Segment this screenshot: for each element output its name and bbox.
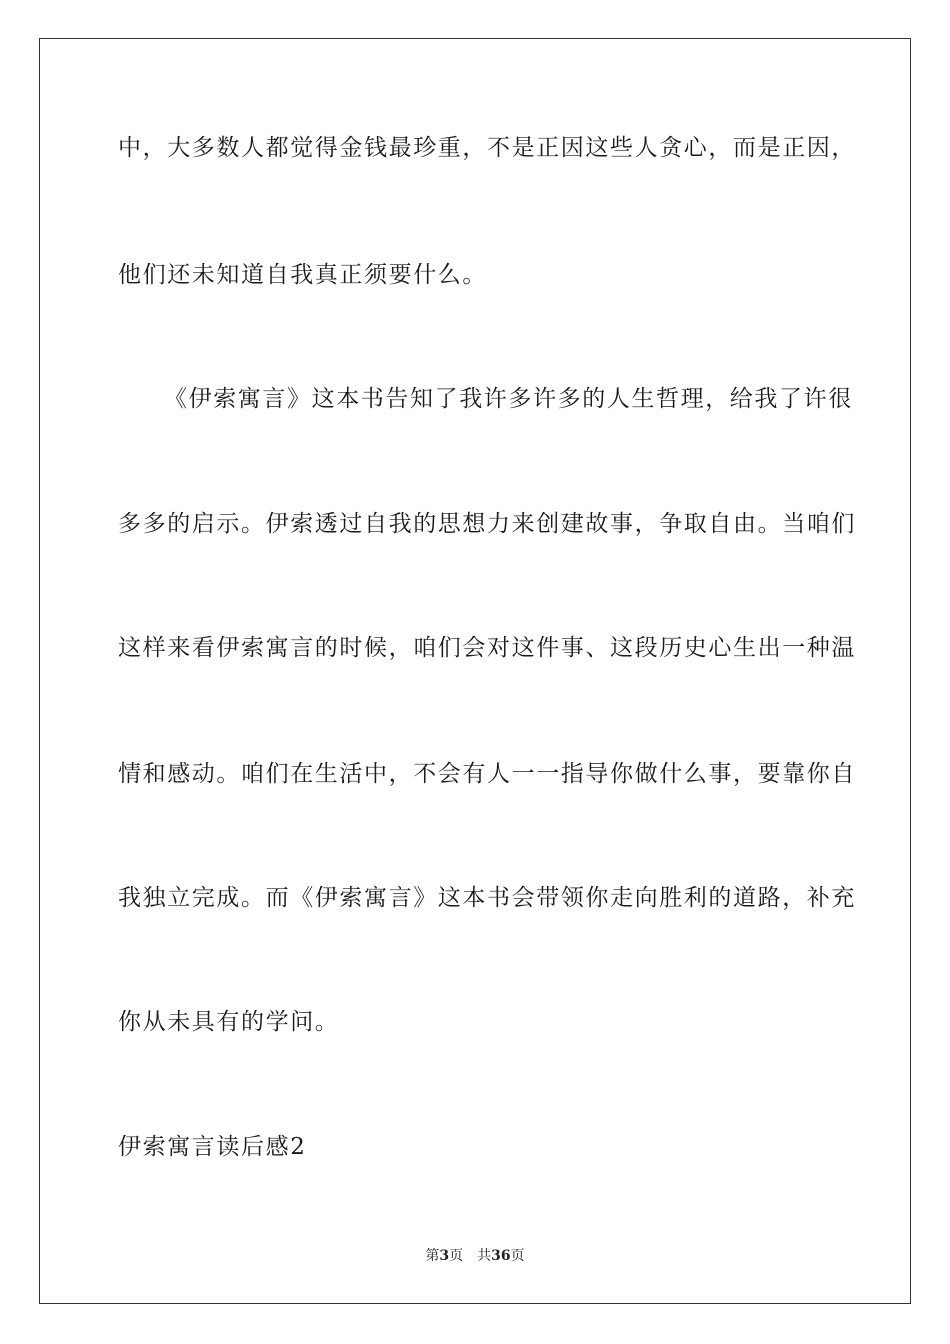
page-number: 3 [439, 1248, 450, 1264]
section-title: 伊索寓言读后感2 [118, 1134, 307, 1160]
total-pages: 36 [491, 1248, 511, 1264]
body-text-line-7: 我独立完成。而《伊索寓言》这本书会带领你走向胜利的道路，补充 [118, 885, 856, 911]
body-text-line-4: 多多的启示。伊索透过自我的思想力来创建故事，争取自由。当咱们 [118, 511, 856, 537]
total-suffix: 页 [510, 1248, 525, 1264]
body-text-line-5: 这样来看伊索寓言的时候，咱们会对这件事、这段历史心生出一种温 [118, 635, 856, 661]
page-suffix: 页 [449, 1248, 464, 1264]
body-text-line-3: 《伊索寓言》这本书告知了我许多许多的人生哲理，给我了许很 [164, 386, 853, 412]
page-footer [0, 1246, 950, 1266]
body-text-line-8: 你从未具有的学问。 [118, 1009, 340, 1035]
body-text-line-2: 他们还未知道自我真正须要什么。 [118, 262, 487, 288]
body-text-line-1: 中，大多数人都觉得金钱最珍重，不是正因这些人贪心，而是正因， [118, 135, 856, 161]
page-border [39, 38, 911, 1304]
page-prefix: 第 [425, 1248, 440, 1264]
body-text-line-6: 情和感动。咱们在生活中，不会有人一一指导你做什么事，要靠你自 [118, 761, 856, 787]
total-prefix: 共 [477, 1248, 492, 1264]
